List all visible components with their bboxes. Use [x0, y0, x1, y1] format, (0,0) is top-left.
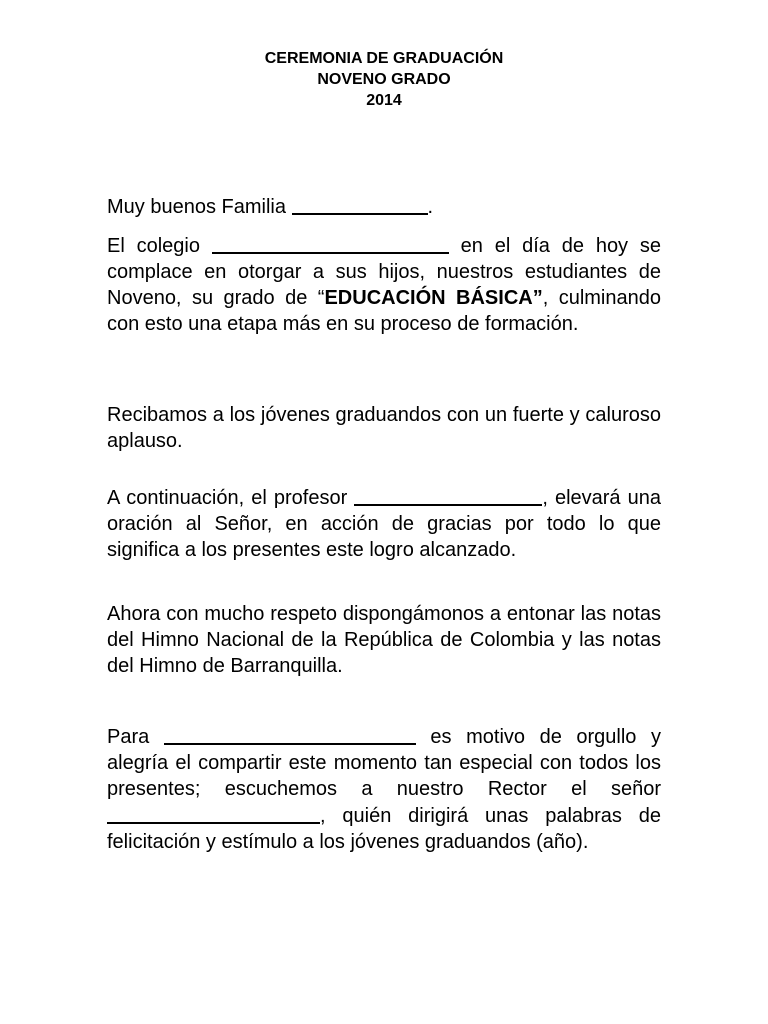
teacher-name-blank — [354, 486, 542, 506]
applause-paragraph: Recibamos a los jóvenes graduandos con un fuerte y caluroso aplauso. — [107, 404, 661, 452]
greeting-text: Muy buenos Familia — [107, 196, 286, 218]
school-text-start: El colegio — [107, 235, 200, 257]
degree-name: EDUCACIÓN BÁSICA” — [324, 287, 543, 309]
title-line-year: 2014 — [366, 92, 402, 109]
rector-comma: , — [320, 805, 326, 827]
rector-text-middle: es motivo de orgullo y alegría el compartir este momento tan especial con todos los presentes; escuchemos a nuestro Rector el señor — [107, 726, 661, 800]
institution-name-blank — [164, 725, 416, 745]
anthem-paragraph: Ahora con mucho respeto dispongámonos a entonar las notas del Himno Nacional de la República de Colombia y las notas del Himno de Barranquilla. — [107, 603, 661, 677]
rector-paragraph — [107, 723, 661, 855]
rector-text-start: Para — [107, 726, 150, 748]
greeting-paragraph — [107, 193, 661, 220]
family-name-blank — [292, 195, 428, 215]
title-line-grade: NOVENO GRADO — [317, 71, 451, 88]
title-line-ceremony: CEREMONIA DE GRADUACIÓN — [264, 50, 504, 67]
prayer-text-end: , elevará una oración al Señor, en acción de gracias por todo lo que significa a los presentes este logro alcanzado. — [107, 487, 661, 561]
school-paragraph — [107, 232, 661, 337]
prayer-text-start: A continuación, el profesor — [107, 487, 348, 509]
school-text-end: , culminando con esto una etapa más en su proceso de formación. — [107, 287, 661, 335]
greeting-period: . — [427, 196, 434, 218]
school-name-blank — [212, 234, 449, 254]
school-text-middle: en el día de hoy se complace en otorgar a sus hijos, nuestros estudiantes de Noveno, su grado de “ — [107, 235, 662, 309]
document-title — [0, 48, 768, 111]
rector-text-end: quién dirigirá unas palabras de felicitación y estímulo a los jóvenes graduandos (año). — [107, 805, 662, 853]
rector-name-blank — [107, 804, 320, 824]
prayer-paragraph — [107, 484, 661, 563]
